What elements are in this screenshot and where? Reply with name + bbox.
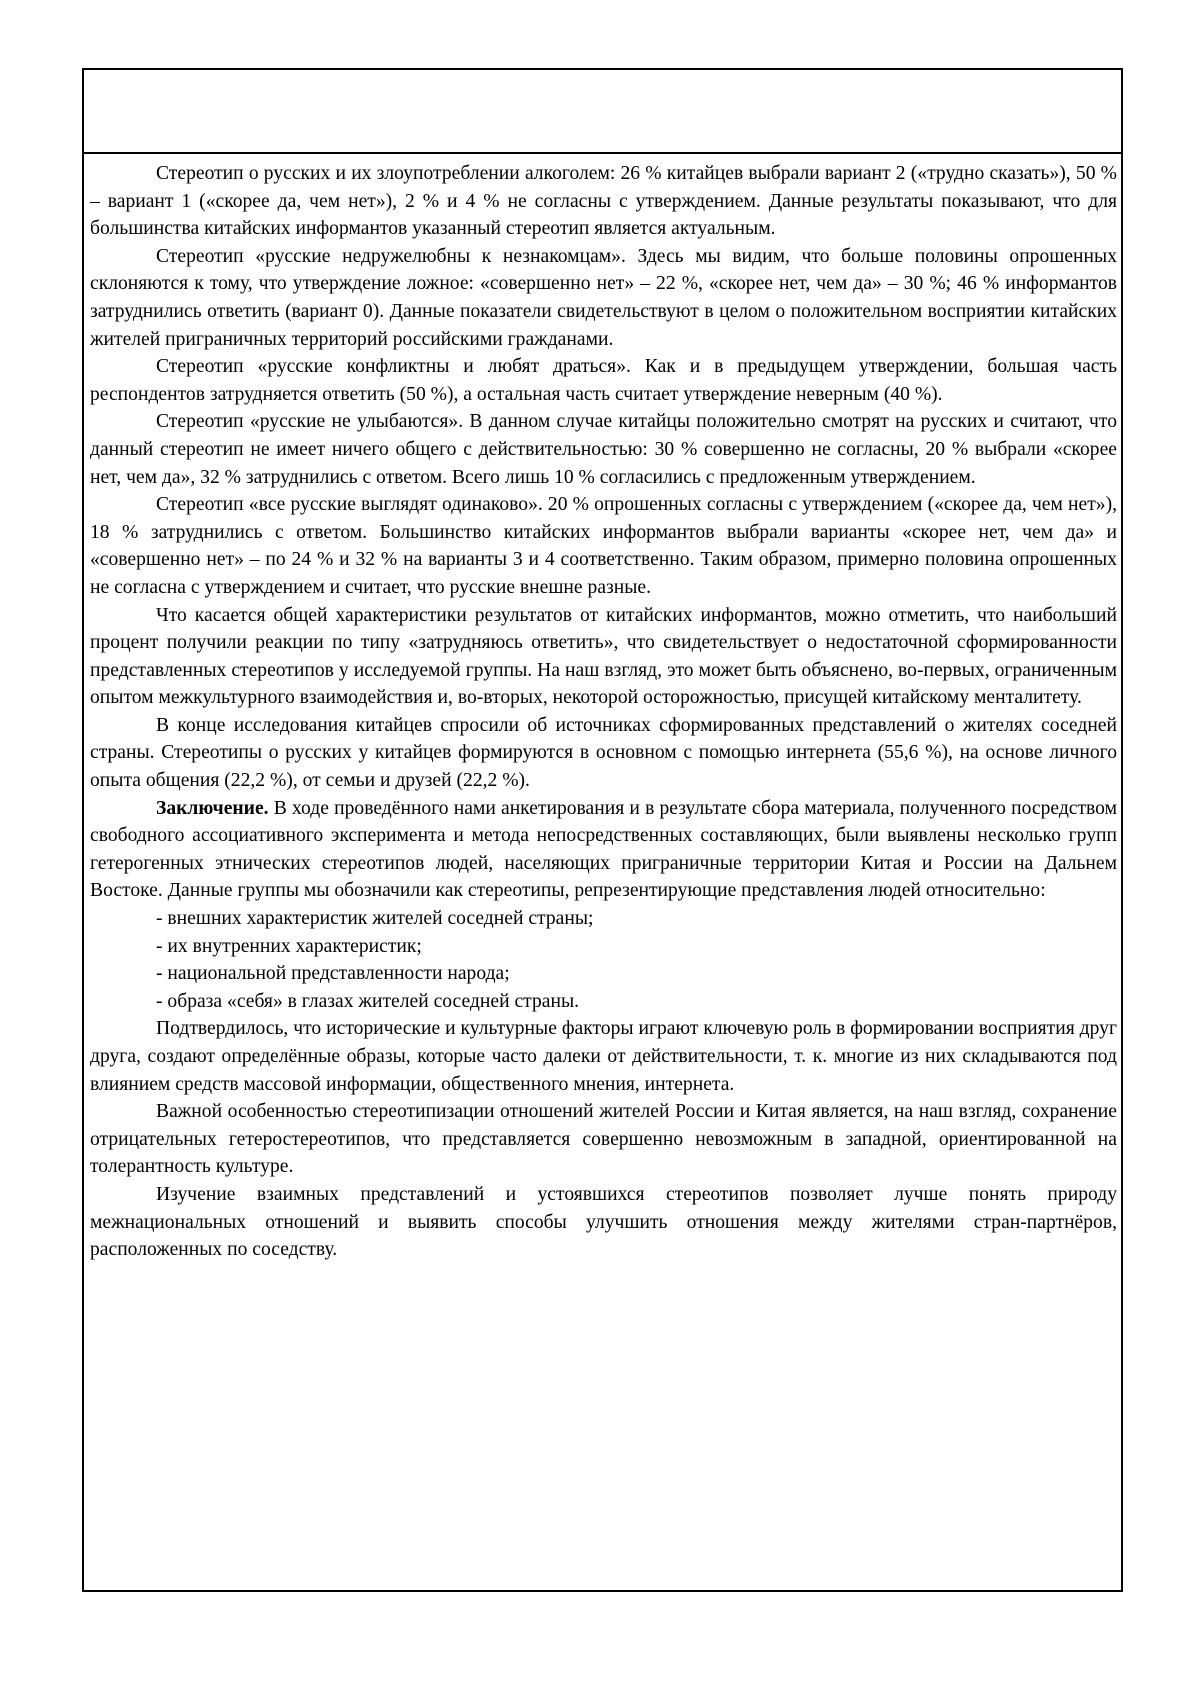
list-item: - их внутренних характеристик; (156, 935, 422, 957)
paragraph-final: Изучение взаимных представлений и устоявшихся стереотипов позволяет лучше понять природу межнациональных отношений и выявить способы улучшить отношения между жителями стран-партнёров, расположенных по соседству. (90, 1183, 1117, 1261)
paragraph-look-alike: Стереотип «все русские выглядят одинаково». 20 % опрошенных согласны с утверждением («скорее да, чем нет»), 18 % затруднились с ответом. Большинство китайских информантов выбрали варианты «скорее нет, чем да» и «совершенно нет» – по 24 % и 32 % на варианты 3 и 4 соответственно. Таким образом, примерно половина опрошенных не согласна с утверждением и считает, что русские внешне разные. (90, 494, 1117, 598)
conclusion-text: В ходе проведённого нами анкетирования и в результате сбора материала, полученного посредством свободного ассоциативного эксперимента и метода непосредственных составляющих, были выявлены несколько групп гетерогенных этнических стереотипов людей, населяющих приграничные территории Китая и России на Дальнем Востоке. Данные группы мы обозначили как стереотипы, репрезентирующие представления людей относительно: (90, 797, 1117, 902)
header-box (84, 70, 1121, 154)
page-frame (82, 68, 1123, 1592)
paragraph-conclusion (90, 795, 1117, 905)
conclusion-label: Заключение. (156, 797, 269, 819)
list-item: - внешних характеристик жителей соседней страны; (156, 908, 594, 930)
article-body (90, 160, 1117, 1264)
list-item: - национальной представленности народа; (156, 963, 510, 985)
paragraph-general: Что касается общей характеристики результатов от китайских информантов, можно отметить, что наибольший процент получили реакции по типу «затрудняюсь ответить», что свидетельствует о недостаточной сформированности представленных стереотипов у исследуемой группы. На наш взгляд, это может быть объяснено, во-первых, ограниченным опытом межкультурного взаимодействия и, во-вторых, некоторой осторожностью, присущей китайскому менталитету. (90, 604, 1117, 709)
paragraph-alcohol: Стереотип о русских и их злоупотреблении алкоголем: 26 % китайцев выбрали вариант 2 («трудно сказать»), 50 % – вариант 1 («скорее да, чем нет»), 2 % и 4 % не согласны с утверждением. Данные результаты показывают, что для большинства китайских информантов указанный стереотип является актуальным. (90, 163, 1117, 240)
paragraph-unfriendly: Стереотип «русские недружелюбны к незнакомцам». Здесь мы видим, что больше половины опрошенных склоняются к тому, что утверждение ложное: «совершенно нет» – 22 %, «скорее нет, чем да» – 30 %; 46 % информантов затруднились ответить (вариант 0). Данные показатели свидетельствуют в целом о положительном восприятии китайских жителей приграничных территорий российскими гражданами. (90, 245, 1117, 350)
paragraph-no-smile: Стереотип «русские не улыбаются». В данном случае китайцы положительно смотрят на русских и считают, что данный стереотип не имеет ничего общего с действительностью: 30 % совершенно не согласны, 20 % выбрали «скорее нет, чем да», 32 % затруднились с ответом. Всего лишь 10 % согласились с предложенным утверждением. (90, 411, 1117, 488)
paragraph-factors: Подтвердилось, что исторические и культурные факторы играют ключевую роль в формировании восприятия друг друга, создают определённые образы, которые часто далеки от действительности, т. к. многие из них складываются под влиянием средств массовой информации, общественного мнения, интернета. (90, 1018, 1117, 1095)
paragraph-sources: В конце исследования китайцев спросили об источниках сформированных представлений о жителях соседней страны. Стереотипы о русских у китайцев формируются в основном с помощью интернета (55,6 %), на основе личного опыта общения (22,2 %), от семьи и друзей (22,2 %). (90, 714, 1117, 792)
paragraph-conflict: Стереотип «русские конфликтны и любят драться». Как и в предыдущем утверждении, большая часть респондентов затрудняется ответить (50 %), а остальная часть считает утверждение неверным (40 %). (90, 356, 1117, 405)
list-item: - образа «себя» в глазах жителей соседней страны. (156, 990, 580, 1012)
paragraph-feature: Важной особенностью стереотипизации отношений жителей России и Китая является, на наш взгляд, сохранение отрицательных гетеростереотипов, что представляется совершенно невозможным в западной, ориентированной на толерантность культуре. (90, 1101, 1117, 1178)
